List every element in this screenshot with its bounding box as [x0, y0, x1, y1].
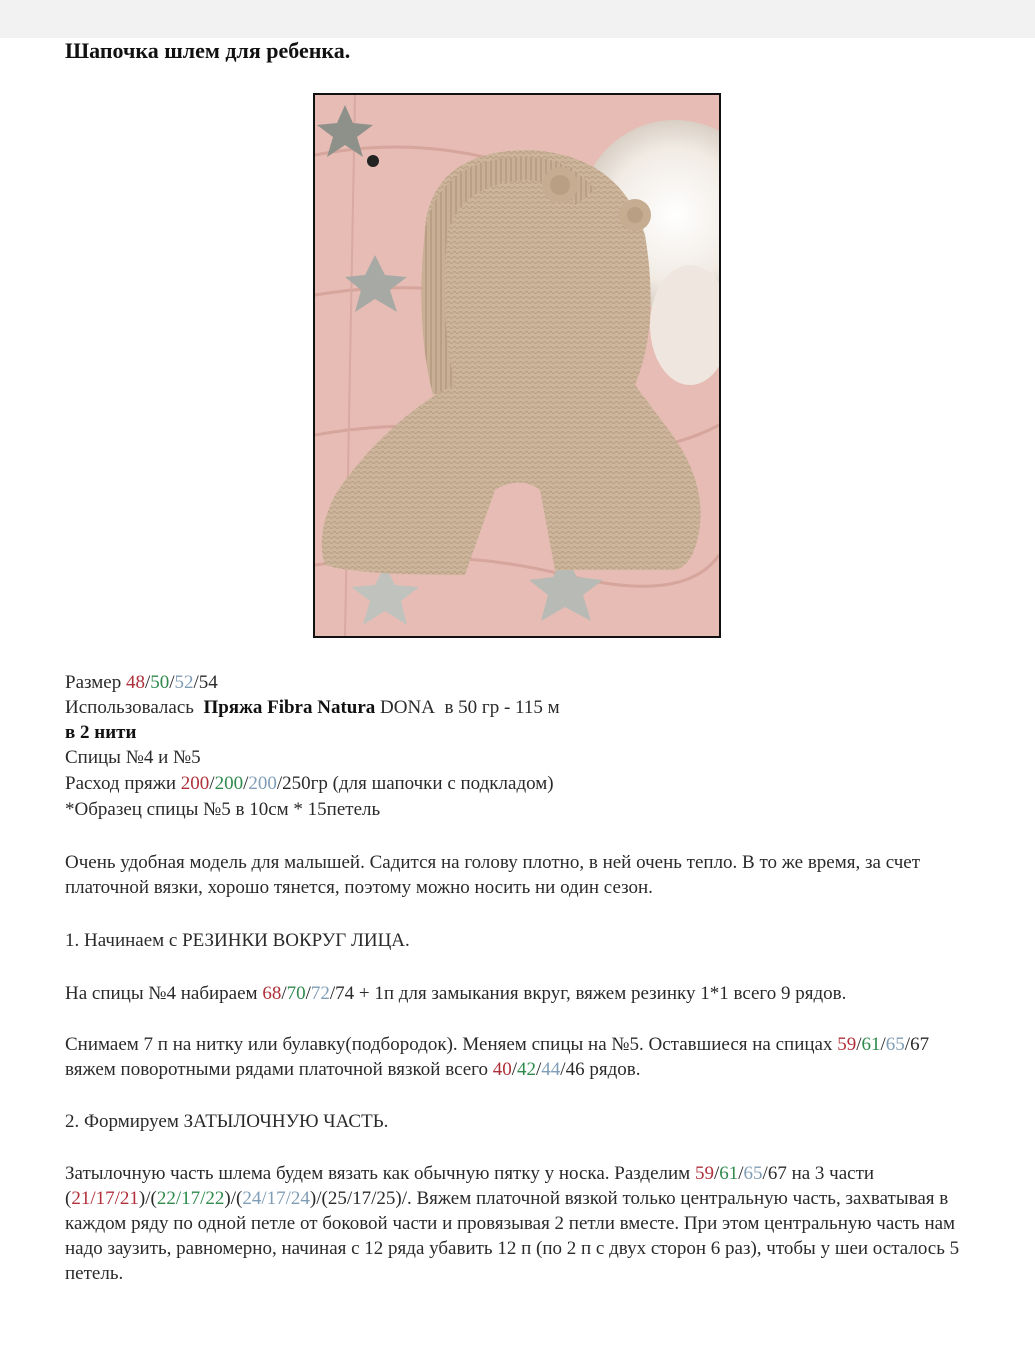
page-title: Шапочка шлем для ребенка.: [65, 38, 351, 63]
consumption-label: Расход пряжи: [65, 773, 177, 794]
yarn-weight: в 50 гр - 115 м: [444, 697, 560, 718]
step2-text-c: . Вяжем платочной вязкой только центральную часть, захватывая в каждом ряду по одной петле от боковой части и провязывая 2 петли вместе. При этом центральную часть нам надо заузить, равномерно, начиная с 12 ряда убавить 12 п (по 2 п с двух сторон 6 раз), чтобы у шеи осталось 5 петель.: [65, 1188, 960, 1284]
step2-text-b: на 3 части: [791, 1163, 875, 1184]
needles-line: Спицы №4 и №5: [65, 747, 201, 768]
step1-p2-text-c: рядов.: [589, 1059, 641, 1080]
step1-p1-text-b: + 1п для замыкания вкруг, вяжем резинку 1*1 всего 9 рядов.: [358, 983, 847, 1004]
size-value-2: 50: [150, 672, 170, 693]
step2-num-4: 67: [767, 1163, 787, 1184]
size-value-1: 48: [125, 672, 145, 693]
step1-p1-num-2: 70: [286, 983, 306, 1004]
step1-p2-rows-1: 40: [492, 1059, 512, 1080]
size-label: Размер: [65, 672, 122, 693]
step2-part-2: 22/17/22: [156, 1188, 225, 1209]
step1-heading: 1. Начинаем с РЕЗИНКИ ВОКРУГ ЛИЦА.: [65, 930, 410, 951]
consumption-value-2: 200: [214, 773, 244, 794]
consumption-value-1: 200: [180, 773, 210, 794]
size-value-4: 54: [198, 672, 218, 693]
step1-p1-num-1: 68: [262, 983, 282, 1004]
threads-line: в 2 нити: [65, 722, 137, 743]
step1-p2-text-b: вяжем поворотными рядами платочной вязкой всего: [65, 1059, 488, 1080]
step2-part-4: 25/17/25: [327, 1188, 396, 1209]
step2-text-a: Затылочную часть шлема будем вязать как обычную пятку у носка. Разделим: [65, 1163, 691, 1184]
step1-paragraph-1: На спицы №4 набираем 68/70/72/74 + 1п для замыкания вкруг, вяжем резинку 1*1 всего 9 рядов.: [65, 983, 847, 1004]
top-band: [0, 0, 1035, 38]
consumption-line: Расход пряжи 200/200/200/250гр (для шапочки с подкладом): [65, 773, 554, 794]
step2-num-1: 59: [694, 1163, 714, 1184]
gauge-line: *Образец спицы №5 в 10см * 15петель: [65, 799, 381, 820]
step1-p2-num-2: 61: [861, 1034, 881, 1055]
step1-p2-num-3: 65: [885, 1034, 905, 1055]
consumption-value-3: 200: [248, 773, 277, 794]
size-value-3: 52: [174, 672, 194, 693]
yarn-label: Использовалась: [65, 697, 194, 718]
step2-part-1: 21/17/21: [71, 1188, 139, 1209]
step2-num-3: 65: [743, 1163, 763, 1184]
yarn-line: [65, 695, 560, 720]
step1-p2-rows-2: 42: [517, 1059, 537, 1080]
knitted-balaclava-photo: [313, 93, 721, 638]
yarn-model: DONA: [380, 697, 435, 718]
step2-num-2: 61: [719, 1163, 739, 1184]
step1-paragraph-2: Снимаем 7 п на нитку или булавку(подбородок). Меняем спицы на №5. Оставшиеся на спицах 59/61/65/67 вяжем поворотными рядами платочной вязкой всего 40/42/44/46 рядов.: [65, 1034, 930, 1080]
step2-paragraph: Затылочную часть шлема будем вязать как обычную пятку у носка. Разделим 59/61/65/67 на 3 части (21/17/21)/(22/17/22)/(24/17/24)/(25/17/25)/. Вяжем платочной вязкой только центральную часть, захватывая в каждом ряду по одной петле от боковой части и провязывая 2 петли вместе. При этом центральную часть нам надо заузить, равномерно, начиная с 12 ряда убавить 12 п (по 2 п с двух сторон 6 раз), чтобы у шеи осталось 5 петель.: [65, 1163, 960, 1284]
step1-p2-text-a: Снимаем 7 п на нитку или булавку(подбородок). Меняем спицы на №5. Оставшиеся на спицах: [65, 1034, 833, 1055]
step1-p2-num-1: 59: [837, 1034, 857, 1055]
step1-p1-num-3: 72: [310, 983, 330, 1004]
step2-heading: 2. Формируем ЗАТЫЛОЧНУЮ ЧАСТЬ.: [65, 1111, 389, 1132]
consumption-value-4: 250: [282, 773, 311, 794]
yarn-brand: Пряжа Fibra Natura: [203, 697, 376, 718]
size-line: Размер 48/50/52/54: [65, 672, 218, 693]
step1-p1-num-4: 74: [335, 983, 355, 1004]
step1-p2-num-4: 67: [910, 1034, 930, 1055]
step1-p1-text-a: На спицы №4 набираем: [65, 983, 258, 1004]
intro-paragraph: Очень удобная модель для малышей. Садится на голову плотно, в ней очень тепло. В то же время, за счет платочной вязки, хорошо тянется, поэтому можно носить ни один сезон.: [65, 852, 921, 898]
step2-part-3: 24/17/24: [242, 1188, 310, 1209]
step1-p2-rows-4: 46: [565, 1059, 585, 1080]
step1-p2-rows-3: 44: [541, 1059, 561, 1080]
consumption-tail: гр (для шапочки с подкладом): [310, 773, 554, 794]
